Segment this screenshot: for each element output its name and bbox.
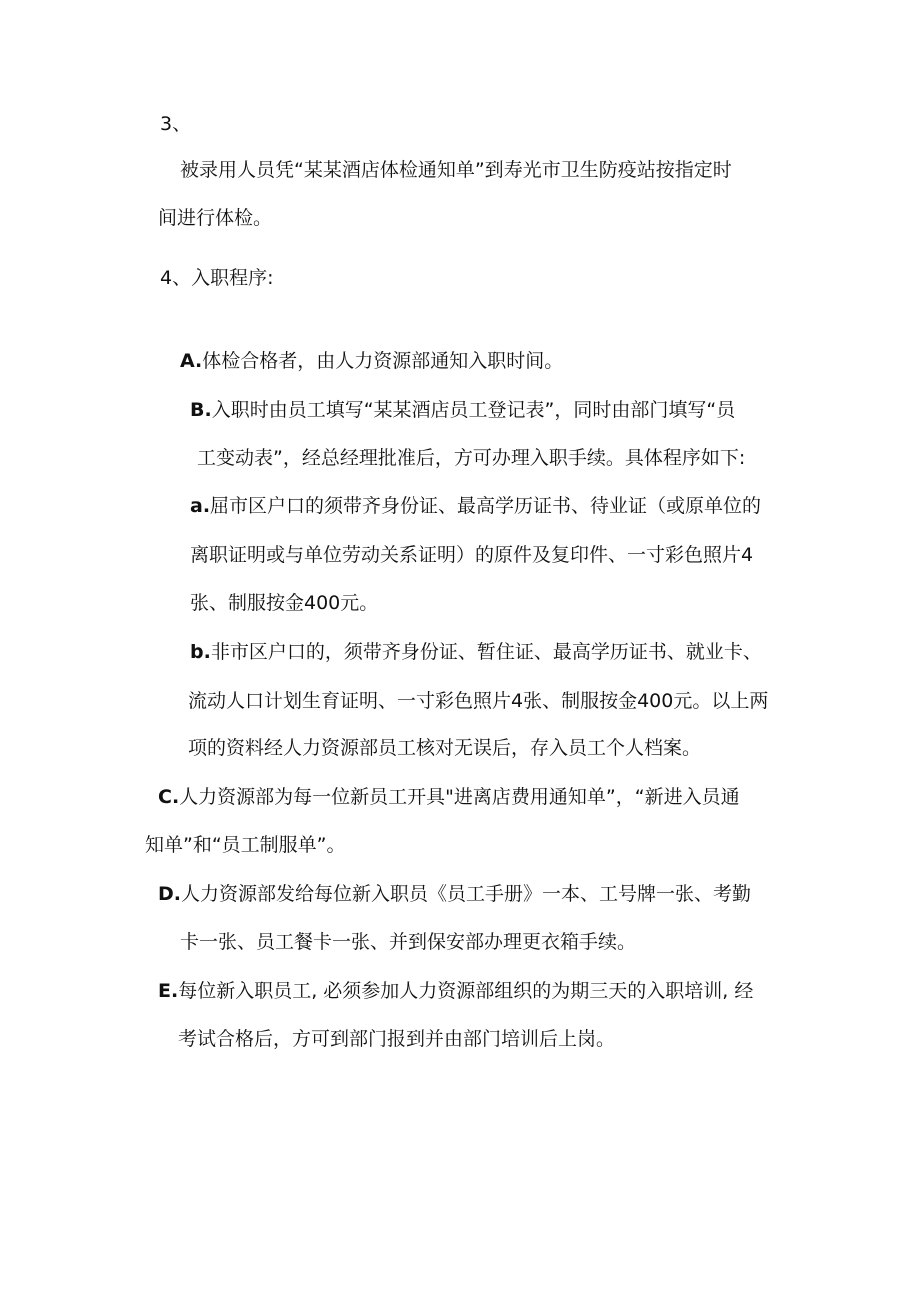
- item-text: 体检合格者，由人力资源部通知入职时间。: [202, 350, 564, 372]
- item-ba-line: 张、制服按金400元。: [190, 592, 379, 614]
- item-a-line: [180, 349, 563, 373]
- item-d-line: 卡一张、员工餐卡一张、并到保安部办理更衣箱手续。: [180, 931, 637, 953]
- item-b-line: [190, 398, 735, 422]
- item-c-line: 知单”和“员工制服单”。: [145, 834, 346, 856]
- item-label: E.: [158, 980, 179, 1002]
- item-text: 每位新入职员工, 必须参加人力资源部组织的为期三天的入职培训, 经: [178, 980, 754, 1002]
- item-text: 入职时由员工填写“某某酒店员工登记表”，同时由部门填写“员: [211, 399, 736, 421]
- item-bb-line: [190, 640, 762, 664]
- section-4-heading: 4、入职程序:: [160, 267, 274, 289]
- item-text: 人力资源部为每一位新员工开具"进离店费用通知单”，“新进入员通: [179, 786, 740, 808]
- item-bb-line: 流动人口计划生育证明、一寸彩色照片4张、制服按金400元。以上两: [188, 690, 769, 712]
- item-text: 屈市区户口的须带齐身份证、最高学历证书、待业证（或原单位的: [210, 495, 762, 517]
- item-bb-line: 项的资料经人力资源部员工核对无误后，存入员工个人档案。: [188, 737, 702, 759]
- item-text: 人力资源部发给每位新入职员《员工手册》一本、工号牌一张、考勤: [181, 883, 752, 905]
- paragraph-line: 被录用人员凭“某某酒店体检通知单”到寿光市卫生防疫站按指定时: [180, 159, 732, 181]
- item-label: C.: [158, 786, 180, 808]
- section-3-heading: 3、: [160, 113, 192, 135]
- item-label: b.: [190, 641, 211, 663]
- item-ba-line: [190, 494, 761, 518]
- paragraph-line: 间进行体检。: [158, 207, 273, 229]
- item-c-line: [158, 785, 740, 809]
- item-text: 非市区户口的，须带齐身份证、暂住证、最高学历证书、就业卡、: [210, 641, 762, 663]
- item-ba-line: 离职证明或与单位劳动关系证明）的原件及复印件、一寸彩色照片4: [190, 544, 754, 566]
- item-label: A.: [180, 350, 203, 372]
- item-b-line: 工变动表”，经总经理批准后，方可办理入职手续。具体程序如下:: [197, 447, 746, 469]
- item-label: D.: [158, 883, 181, 905]
- item-label: a.: [190, 495, 211, 517]
- item-e-line: [158, 979, 753, 1003]
- item-d-line: [158, 882, 751, 906]
- item-label: B.: [190, 399, 212, 421]
- item-e-line: 考试合格后，方可到部门报到并由部门培训后上岗。: [178, 1028, 616, 1050]
